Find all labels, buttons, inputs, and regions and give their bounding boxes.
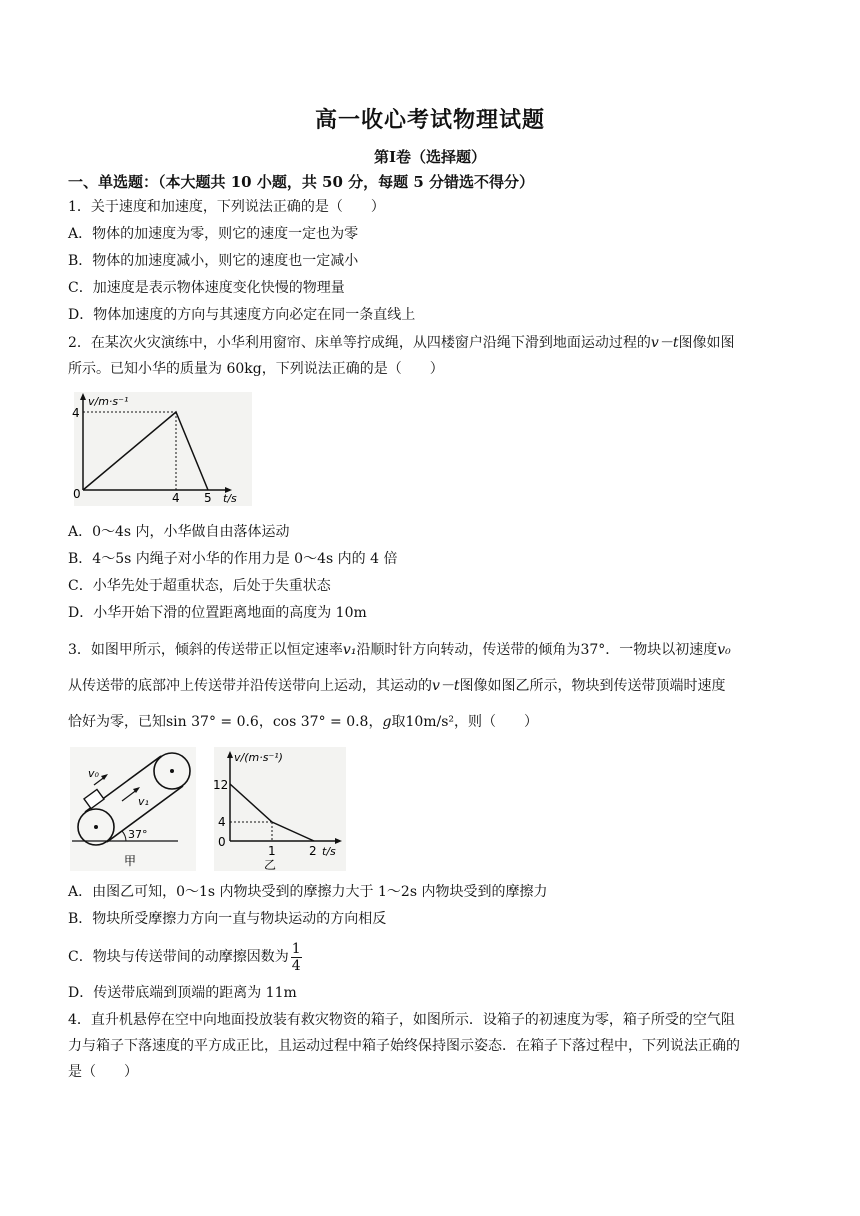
q3-fraction-numerator: 1 <box>291 940 301 957</box>
q3-g-symbol: g <box>382 714 392 730</box>
q3-jia-v1-label: v₁ <box>138 795 149 808</box>
q2-option-b: B．4～5s 内绳子对小华的作用力是 0～4s 内的 4 倍 <box>68 551 398 567</box>
q2-stem-text-b: 图像如图 <box>678 335 735 351</box>
q2-x-label: t/s <box>223 492 237 505</box>
q2-y-tick-4: 4 <box>72 406 80 420</box>
q3-yi-x-label: t/s <box>322 845 336 858</box>
q3-figure-yi-vt-graph <box>210 745 350 873</box>
q3-comma-2: ， <box>368 714 383 730</box>
q3-cos-value: cos 37° = 0.8 <box>272 714 369 730</box>
q2-x-tick-4: 4 <box>172 491 180 505</box>
q3-stem-text-f: 恰好为零，已知 <box>68 714 166 730</box>
section-heading: 一、单选题：（本大题共 10 小题，共 50 分，每题 5 分错选不得分） <box>68 173 535 191</box>
q3-g-value: 10m/s² <box>405 714 455 730</box>
q3-yi-y-tick-4: 4 <box>218 815 226 829</box>
q3-stem-line3 <box>68 712 538 732</box>
q3-jia-bottom-axle <box>94 825 98 829</box>
q2-x-tick-5: 5 <box>204 491 212 505</box>
q3-option-a: A．由图乙可知，0～1s 内物块受到的摩擦力大于 1～2s 内物块受到的摩擦力 <box>68 884 548 900</box>
q2-vt-graph <box>68 390 258 510</box>
q2-stem-text-a: 2．在某次火灾演练中，小华利用窗帘、床单等拧成绳，从四楼窗户沿绳下滑到地面运动过程的 <box>68 335 651 351</box>
q3-stem-text-g: 取 <box>391 714 406 730</box>
q3-yi-origin-label: 0 <box>218 835 226 849</box>
q1-option-b: B．物体的加速度减小，则它的速度也一定减小 <box>68 253 359 269</box>
q3-angle: 37° <box>580 642 606 658</box>
q3-v0-symbol: v₀ <box>717 642 731 658</box>
q3-jia-angle-label: 37° <box>128 828 148 841</box>
q3-jia-caption: 甲 <box>124 854 137 868</box>
q3-option-d: D．传送带底端到顶端的距离为 11m <box>68 985 297 1001</box>
q3-yi-y-label: v/(m·s⁻¹) <box>234 751 283 764</box>
q3-option-c-fraction <box>291 941 302 974</box>
q3-stem-text-d: 从传送带的底部冲上传送带并沿传送带向上运动，其运动的 <box>68 678 432 694</box>
q3-stem-text-c: ．一物块以初速度 <box>605 642 718 658</box>
q3-yi-caption: 乙 <box>264 858 277 872</box>
q3-yi-y-tick-12: 12 <box>213 778 229 792</box>
q2-y-label: v/m·s⁻¹ <box>88 395 129 408</box>
q4-stem-line2: 力与箱子下落速度的平方成正比，且运动过程中箱子始终保持图示姿态．在箱子下落过程中，下列说法正确的 <box>68 1038 740 1054</box>
q3-option-c-text: C．物块与传送带间的动摩擦因数为 <box>68 949 289 965</box>
q4-stem-line3: 是（ ） <box>68 1064 138 1080</box>
q3-option-c <box>68 938 302 976</box>
q2-option-c: C．小华先处于超重状态，后处于失重状态 <box>68 578 331 594</box>
q2-option-d: D．小华开始下滑的位置距离地面的高度为 10m <box>68 605 367 621</box>
q4-stem-line1: 4．直升机悬停在空中向地面投放装有救灾物资的箱子，如图所示．设箱子的初速度为零，箱子所受的空气阻 <box>68 1012 735 1028</box>
q3-v1-symbol: v₁ <box>342 642 357 658</box>
q3-figure-jia-conveyor <box>68 745 198 873</box>
q3-stem-text-h: ，则（ ） <box>454 714 539 730</box>
q2-option-a: A．0～4s 内，小华做自由落体运动 <box>68 524 290 540</box>
q3-yi-x-tick-2: 2 <box>309 844 317 858</box>
q3-sin-value: sin 37° = 0.6 <box>166 714 259 730</box>
q3-vt-symbol: v－t <box>432 678 460 694</box>
q3-fraction-denominator: 4 <box>291 957 301 974</box>
q3-yi-x-tick-1: 1 <box>268 844 276 858</box>
q2-vt-symbol: v－t <box>650 335 679 351</box>
exam-title: 高一收心考试物理试题 <box>314 107 545 133</box>
q2-stem-line1 <box>68 333 734 353</box>
q2-origin-label: 0 <box>73 487 81 501</box>
q2-stem-line2: 所示。已知小华的质量为 60kg，下列说法正确的是（ ） <box>68 361 444 377</box>
q3-stem-line2 <box>68 676 726 696</box>
q3-stem-text-a: 3．如图甲所示，倾斜的传送带正以恒定速率 <box>68 642 343 658</box>
q3-stem-line1 <box>68 640 731 660</box>
q1-option-d: D．物体加速度的方向与其速度方向必定在同一条直线上 <box>68 307 416 323</box>
q3-option-b: B．物块所受摩擦力方向一直与物块运动的方向相反 <box>68 911 387 927</box>
section-volume-title: 第Ⅰ卷（选择题） <box>373 148 487 166</box>
q1-option-c: C．加速度是表示物体速度变化快慢的物理量 <box>68 280 345 296</box>
q3-stem-text-e: 图像如图乙所示，物块到传送带顶端时速度 <box>459 678 726 694</box>
q3-jia-v0-label: v₀ <box>88 767 99 780</box>
q1-stem: 1．关于速度和加速度，下列说法正确的是（ ） <box>68 199 385 215</box>
q3-comma-1: ， <box>258 714 273 730</box>
q3-jia-top-axle <box>170 769 174 773</box>
q1-option-a: A．物体的加速度为零，则它的速度一定也为零 <box>68 226 359 242</box>
q3-stem-text-b: 沿顺时针方向转动，传送带的倾角为 <box>356 642 581 658</box>
